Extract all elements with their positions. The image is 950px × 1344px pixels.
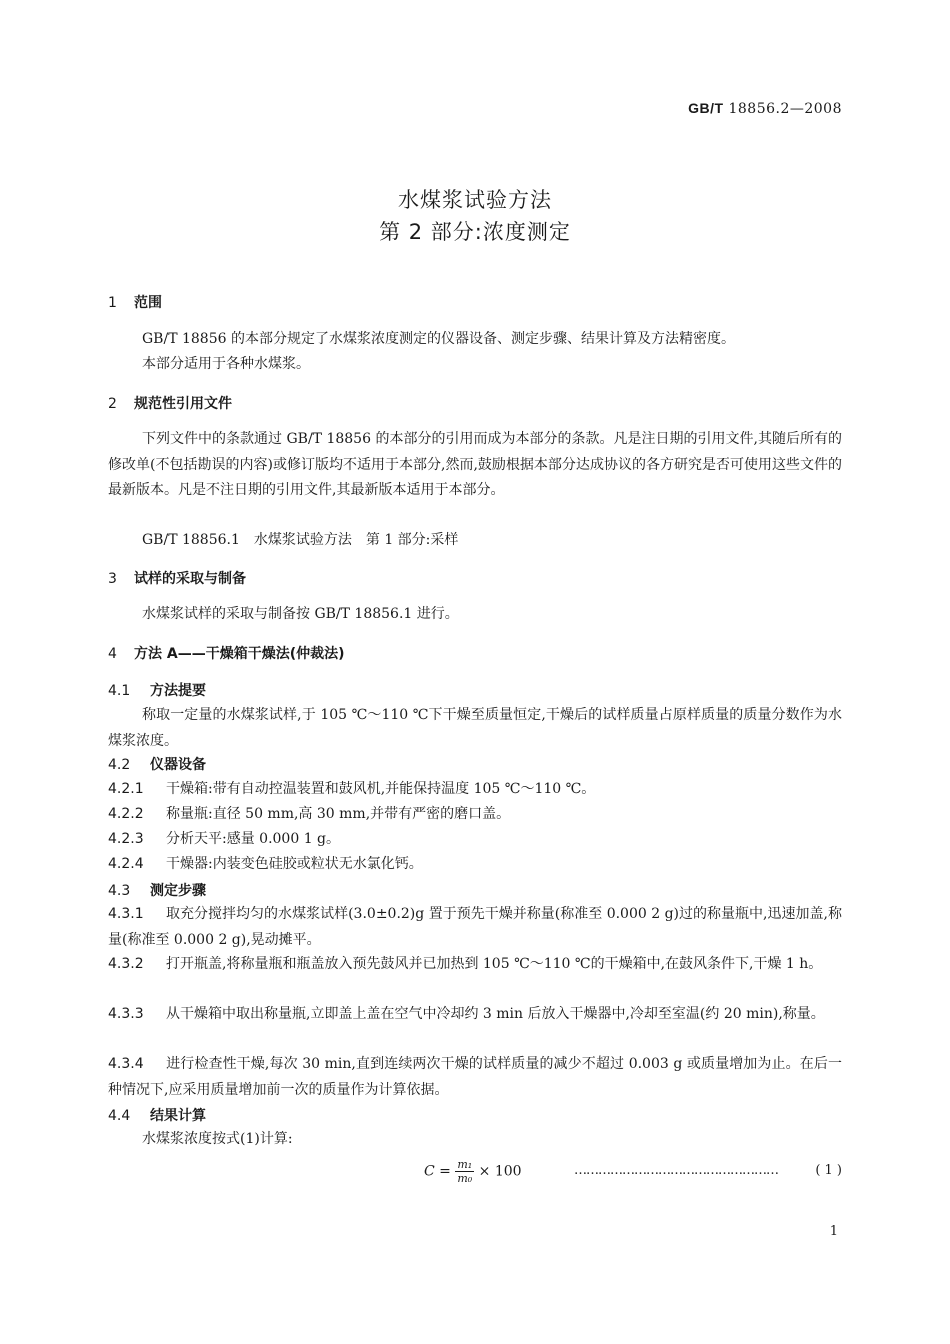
section-1-heading bbox=[108, 292, 162, 312]
clause-text: 进行检查性干燥,每次 30 min,直到连续两次干燥的试样质量的减少不超过 0.003 g 或质量增加为止。在后一种情况下,应采用质量增加前一次的质量作为计算依据。 bbox=[108, 1056, 842, 1098]
subsection-number: 4.3 bbox=[108, 883, 131, 899]
standard-header bbox=[688, 100, 842, 117]
clause-4-2-2 bbox=[108, 802, 510, 828]
clause-number: 4.2.3 bbox=[108, 831, 144, 847]
clause-4-2-3 bbox=[108, 827, 340, 853]
subsection-4-4-paragraph: 水煤浆浓度按式(1)计算: bbox=[142, 1131, 293, 1147]
clause-number: 4.2.4 bbox=[108, 856, 144, 872]
section-3-paragraph-1: 水煤浆试样的采取与制备按 GB/T 18856.1 进行。 bbox=[142, 606, 459, 622]
clause-number: 4.3.1 bbox=[108, 906, 144, 922]
clause-4-2-4 bbox=[108, 852, 423, 878]
clause-number: 4.2.1 bbox=[108, 781, 144, 797]
clause-number: 4.2.2 bbox=[108, 806, 144, 822]
clause-number: 4.3.3 bbox=[108, 1006, 144, 1022]
clause-number: 4.3.2 bbox=[108, 956, 144, 972]
section-1-paragraph-2: 本部分适用于各种水煤浆。 bbox=[142, 356, 310, 372]
standard-number: 18856.2—2008 bbox=[728, 101, 842, 117]
standard-prefix: GB/T bbox=[688, 100, 724, 116]
clause-text: 从干燥箱中取出称量瓶,立即盖上盖在空气中冷却约 3 min 后放入干燥器中,冷却至室温(约 20 min),称量。 bbox=[166, 1006, 825, 1022]
section-number: 3 bbox=[108, 571, 117, 587]
section-number: 4 bbox=[108, 646, 117, 662]
fraction-denominator: m₀ bbox=[457, 1172, 473, 1185]
section-2-paragraph-1: 下列文件中的条款通过 GB/T 18856 的本部分的引用而成为本部分的条款。凡是注日期的引用文件,其随后所有的修改单(不包括勘误的内容)或修订版均不适用于本部分,然而,鼓励根据本部分达成协议的各方研究是否可使用这些文件的最新版本。凡是不注日期的引用文件,其最新版本适用于本部分。 bbox=[108, 431, 842, 498]
section-1-paragraph-1: GB/T 18856 的本部分规定了水煤浆浓度测定的仪器设备、测定步骤、结果计算及方法精密度。 bbox=[142, 331, 735, 347]
subsection-4-1-heading bbox=[108, 680, 206, 700]
section-title: 规范性引用文件 bbox=[134, 396, 232, 412]
clause-text: 分析天平:感量 0.000 1 g。 bbox=[166, 831, 341, 847]
section-number: 1 bbox=[108, 295, 117, 311]
subsection-number: 4.1 bbox=[108, 683, 131, 699]
clause-text: 干燥箱:带有自动控温装置和鼓风机,并能保持温度 105 ℃～110 ℃。 bbox=[166, 781, 596, 797]
equation-lhs: C = bbox=[424, 1163, 451, 1180]
section-title: 方法 A——干燥箱干燥法(仲裁法) bbox=[134, 646, 345, 662]
page-number: 1 bbox=[829, 1224, 838, 1239]
equation-leader-dots: …………………………………………… bbox=[574, 1163, 778, 1178]
clause-text: 称量瓶:直径 50 mm,高 30 mm,并带有严密的磨口盖。 bbox=[166, 806, 511, 822]
clause-4-3-2 bbox=[108, 952, 842, 978]
subsection-title: 测定步骤 bbox=[150, 883, 206, 899]
clause-4-2-1 bbox=[108, 777, 595, 803]
document-title: 水煤浆试验方法 bbox=[398, 188, 552, 212]
subsection-4-4-heading bbox=[108, 1105, 206, 1125]
section-4-heading bbox=[108, 643, 345, 663]
subsection-title: 仪器设备 bbox=[150, 757, 206, 773]
clause-text: 干燥器:内装变色硅胶或粒状无水氯化钙。 bbox=[166, 856, 423, 872]
subsection-title: 方法提要 bbox=[150, 683, 206, 699]
section-title: 范围 bbox=[134, 295, 162, 311]
section-2-heading bbox=[108, 393, 232, 413]
clause-number: 4.3.4 bbox=[108, 1056, 144, 1072]
equation-1 bbox=[424, 1158, 522, 1185]
subsection-4-1-paragraph: 称取一定量的水煤浆试样,于 105 ℃～110 ℃下干燥至质量恒定,干燥后的试样质量占原样质量的质量分数作为水煤浆浓度。 bbox=[108, 707, 842, 749]
clause-4-3-3 bbox=[108, 1002, 842, 1028]
section-title: 试样的采取与制备 bbox=[134, 571, 246, 587]
clause-text: 打开瓶盖,将称量瓶和瓶盖放入预先鼓风并已加热到 105 ℃～110 ℃的干燥箱中,在鼓风条件下,干燥 1 h。 bbox=[166, 956, 823, 972]
clause-text: 取充分搅拌均匀的水煤浆试样(3.0±0.2)g 置于预先干燥并称量(称准至 0.000 2 g)过的称量瓶中,迅速加盖,称量(称准至 0.000 2 g),晃动摊平。 bbox=[108, 906, 842, 948]
fraction-numerator: m₁ bbox=[457, 1158, 473, 1171]
clause-4-3-4 bbox=[108, 1052, 842, 1103]
clause-4-3-1 bbox=[108, 902, 842, 953]
section-3-heading bbox=[108, 568, 246, 588]
subsection-4-3-heading bbox=[108, 880, 206, 900]
equation-number: ( 1 ) bbox=[815, 1163, 842, 1178]
normative-reference-item: GB/T 18856.1 水煤浆试验方法 第 1 部分:采样 bbox=[142, 532, 459, 548]
equation-fraction bbox=[455, 1158, 474, 1185]
subsection-number: 4.4 bbox=[108, 1108, 131, 1124]
document-subtitle: 第 2 部分:浓度测定 bbox=[379, 220, 571, 244]
section-number: 2 bbox=[108, 396, 117, 412]
equation-rhs: × 100 bbox=[478, 1163, 522, 1180]
subsection-4-2-heading bbox=[108, 754, 206, 774]
subsection-number: 4.2 bbox=[108, 757, 131, 773]
subsection-title: 结果计算 bbox=[150, 1108, 206, 1124]
